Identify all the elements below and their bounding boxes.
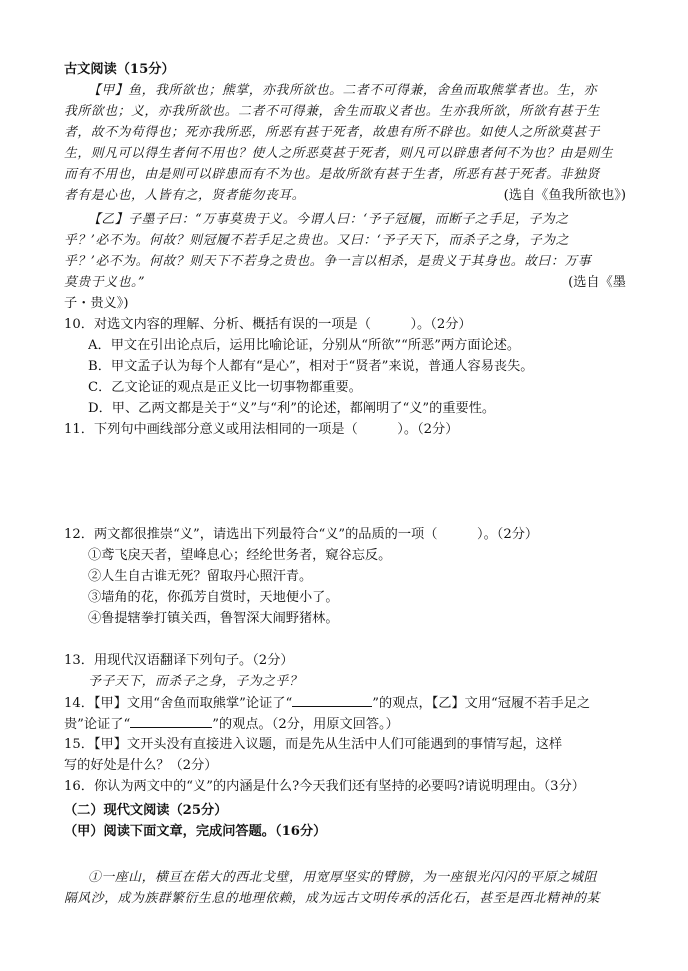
article-para-line-1: ①一座山，横亘在偌大的西北戈壁，用宽厚坚实的臂膀，为一座银光闪闪的平原之城阻: [88, 870, 598, 885]
q14-text-2b: ”的观点。（2分，用原文回答。）: [212, 717, 399, 732]
q14-text-2a: 贵”论证了“: [64, 717, 131, 732]
jia-line-1: 【甲】鱼，我所欲也；熊掌，亦我所欲也。二者不可得兼，舍鱼而取熊掌者也。生，亦: [88, 83, 598, 98]
q10-option-c: C．乙文论证的观点是正义比一切事物都重要。: [88, 380, 362, 395]
q10-option-a: A．甲文在引出论点后，运用比喻论证，分别从“所欲”“所恶”两方面论述。: [88, 338, 521, 353]
yi-source-part2: 子・贵义》): [64, 296, 129, 311]
q12-stem: 12．两文都很推崇“义”，请选出下列最符合“义”的品质的一项（ ）。（2分）: [64, 527, 539, 542]
jia-line-3: 者，故不为苟得也；死亦我所恶，所恶有甚于死者，故患有所不辟也。如使人之所欲莫甚于: [64, 125, 600, 140]
q14-line-1: [64, 692, 626, 714]
q12-item-2: ②人生自古谁无死？留取丹心照汗青。: [88, 569, 313, 584]
q14-line-2: [64, 713, 626, 735]
jia-source: (选自《鱼我所欲也》): [503, 188, 626, 203]
q14-blank-1[interactable]: [292, 692, 372, 707]
section-title: 古文阅读（15分）: [64, 62, 175, 77]
q14-text-1a: 14．【甲】文用“舍鱼而取熊掌”论证了“: [64, 696, 293, 711]
q11-stem: 11．下列句中画线部分意义或用法相同的一项是（ ）。（2分）: [64, 422, 459, 437]
q12-item-4: ④鲁提辖拳打镇关西，鲁智深大闹野猪林。: [88, 611, 339, 626]
q12-item-1: ①鸢飞戾天者，望峰息心；经纶世务者，窥谷忘反。: [88, 548, 392, 563]
q14-blank-2[interactable]: [130, 713, 212, 728]
jia-line-4: 生，则凡可以得生者何不用也？使人之所恶莫甚于死者，则凡可以辟患者何不为也？由是则生: [64, 146, 614, 161]
q12-item-3: ③墙角的花，你孤芳自赏时，天地便小了。: [88, 590, 339, 605]
q13-stem: 13．用现代汉语翻译下列句子。（2分）: [64, 653, 294, 668]
article-para-line-2: 隔风沙，成为族群繁衍生息的地理依赖，成为远古文明传承的活化石，甚至是西北精神的某: [64, 891, 600, 906]
yi-source-part1: (选自《墨: [568, 275, 626, 290]
q15-line-1: 15．【甲】文开头没有直接进入议题，而是先从生活中人们可能遇到的事情写起，这样: [64, 737, 563, 752]
jia-line-5: 而有不用也，由是则可以辟患而有不为也。是故所欲有甚于生者，所恶有甚于死者。非独贤: [64, 167, 600, 182]
q10-option-b: B．甲文孟子认为每个人都有“是心”，相对于“贤者”来说，普通人容易丧失。: [88, 359, 534, 374]
q14-text-1b: ”的观点，【乙】文用“冠履不若手足之: [372, 696, 591, 711]
q16-line-1: 16．你认为两文中的“义”的内涵是什么?今天我们还有坚持的必要吗?请说明理由。（3分）: [64, 779, 585, 794]
yi-line-1: 【乙】子墨子曰：“万事莫贵于义。今谓人曰：‘予子冠履，而断子之手足，子为之: [88, 212, 569, 227]
jia-line-6: 者有是心也，人皆有之，贤者能勿丧耳。: [64, 188, 306, 203]
modern-part-title: （甲）阅读下面文章，完成问答题。（16分）: [64, 824, 327, 839]
q10-option-d: D．甲、乙两文都是关于“义”与“利”的论述，都阐明了“义”的重要性。: [88, 401, 496, 416]
yi-line-2: 乎？’必不为。何故？则冠履不若手足之贵也。又曰：‘予子天下，而杀子之身，子为之: [64, 233, 570, 248]
yi-line-3: 乎？’必不为。何故？则天下不若身之贵也。争一言以相杀，是贵义于其身也。故曰：万事: [64, 254, 592, 269]
q10-stem: 10．对选文内容的理解、分析、概括有误的一项是（ ）。（2分）: [64, 317, 472, 332]
yi-line-4: 莫贵于义也。”: [64, 275, 146, 290]
q15-line-2: 写的好处是什么？（2分）: [64, 758, 218, 773]
q13-sentence: 予子天下，而杀子之身，子为之乎？: [88, 674, 303, 689]
jia-line-2: 我所欲也；义，亦我所欲也。二者不可得兼，舍生而取义者也。生亦我所欲，所欲有甚于生: [64, 104, 600, 119]
modern-section-title: （二）现代文阅读（25分）: [64, 803, 228, 818]
